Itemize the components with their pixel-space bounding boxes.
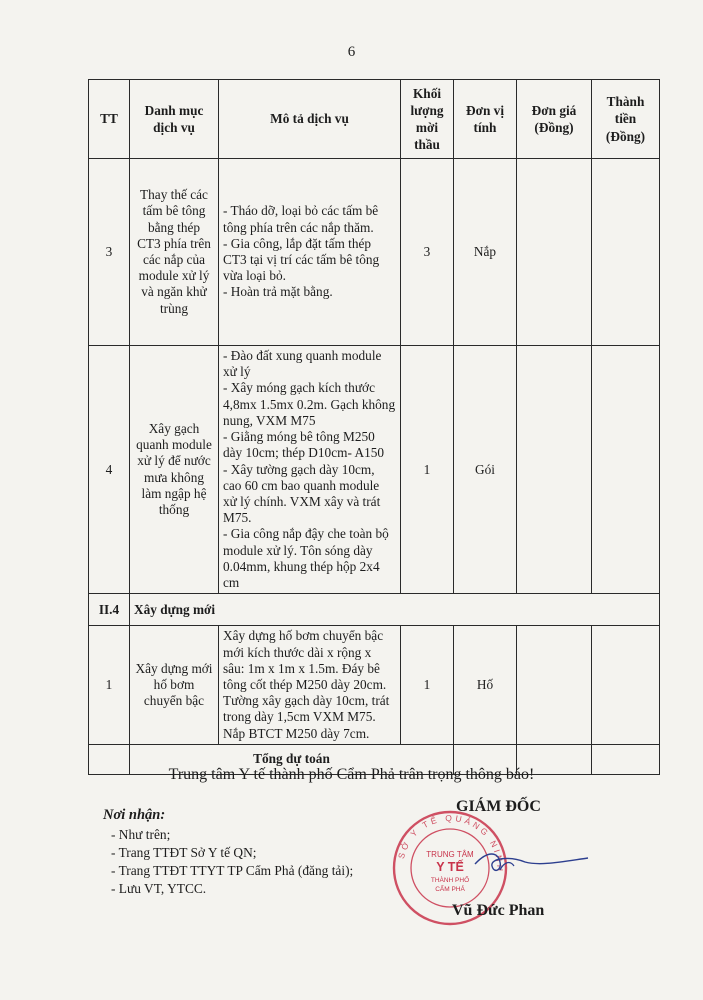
list-item: - Trang TTĐT TTYT TP Cẩm Phả (đăng tải); [111, 862, 354, 878]
stamp-line: CẨM PHẢ [435, 886, 465, 893]
row-amount [592, 346, 660, 594]
row-unit: Nắp [454, 159, 517, 346]
header-description: Mô tả dịch vụ [219, 80, 401, 159]
header-category: Danh mục dịch vụ [130, 80, 219, 159]
row-description [219, 626, 401, 745]
row-category: Xây gạch quanh module xử lý để nước mưa không làm ngập hệ thống [130, 346, 219, 594]
section-code: II.4 [89, 594, 130, 626]
header-quantity: Khối lượng mời thầu [401, 80, 454, 159]
signature [470, 840, 590, 890]
table-row [89, 626, 660, 745]
header-tt: TT [89, 80, 130, 159]
row-tt: 1 [89, 626, 130, 745]
list-item: - Như trên; [111, 827, 171, 843]
row-unit-price [517, 346, 592, 594]
row-category: Xây dựng mới hố bơm chuyển bậc [130, 626, 219, 745]
recipients-list [103, 826, 353, 897]
row-category: Thay thế các tấm bê tông bằng thép CT3 phía trên các nắp của module xử lý và ngăn khử trùng [130, 159, 219, 346]
table-row [89, 346, 660, 594]
row-description-text: - Tháo dỡ, loại bỏ các tấm bê tông phía trên các nắp thăm. - Gia công, lắp đặt tấm thép CT3 tại vị trí các tấm bê tông vừa loại bỏ. - Hoàn trả mặt bằng. [223, 203, 380, 300]
row-amount [592, 159, 660, 346]
header-amount: Thành tiền (Đồng) [592, 80, 660, 159]
signer-name: Vũ Đức Phan [452, 902, 545, 919]
row-unit: Hố [454, 626, 517, 745]
row-amount [592, 626, 660, 745]
stamp-line: Y TẾ [436, 860, 464, 874]
stamp-line: TRUNG TÂM [426, 850, 474, 859]
total-label: Tổng dự toán [130, 744, 454, 774]
announcement: Trung tâm Y tế thành phố Cẩm Phả trân trọng thông báo! [168, 766, 535, 783]
header-unit: Đơn vị tính [454, 80, 517, 159]
page-number: 6 [347, 44, 356, 60]
header-unit-price: Đơn giá (Đồng) [517, 80, 592, 159]
row-unit: Gói [454, 346, 517, 594]
section-row [89, 594, 660, 626]
row-description [219, 159, 401, 346]
stamp-ring-text: SỞ Y TẾ QUẢNG NINH [395, 812, 506, 875]
service-table [88, 79, 660, 775]
recipients-block [103, 806, 353, 898]
recipients-title: Nơi nhận: [103, 807, 166, 823]
row-quantity: 1 [401, 626, 454, 745]
list-item: - Lưu VT, YTCC. [111, 880, 207, 896]
table-header-row [89, 80, 660, 159]
row-unit-price [517, 159, 592, 346]
row-quantity: 3 [401, 159, 454, 346]
row-tt: 3 [89, 159, 130, 346]
row-description [219, 346, 401, 594]
list-item: - Trang TTĐT Sở Y tế QN; [111, 845, 257, 861]
row-unit-price [517, 626, 592, 745]
section-name: Xây dựng mới [130, 594, 660, 626]
row-description-text: Xây dựng hố bơm chuyển bậc mới kích thước dài x rộng x sâu: 1m x 1m x 1.5m. Đáy bê tông cốt thép M250 dày 20cm. Tường xây gạch dày 10cm, trát trong dày 1,5cm VXM M75. Nắp BTCT M250 dày 7cm. [223, 628, 390, 741]
stamp-line: THÀNH PHỐ [430, 877, 470, 884]
table-row [89, 159, 660, 346]
row-tt: 4 [89, 346, 130, 594]
signer-title: GIÁM ĐỐC [456, 798, 541, 815]
row-quantity: 1 [401, 346, 454, 594]
row-description-text: - Đào đất xung quanh module xử lý - Xây móng gạch kích thước 4,8mx 1.5mx 0.2m. Gạch không nung, VXM M75 - Giằng móng bê tông M250 dày 10cm; thép D10cm- A150 - Xây tường gạch dày 10cm, cao 60 cm bao quanh module xử lý chính. VXM xây và trát M75. - Gia công nắp đậy che toàn bộ module xử lý. Tôn sóng dày 0.04mm, khung thép hộp 2x4 cm [223, 348, 396, 591]
